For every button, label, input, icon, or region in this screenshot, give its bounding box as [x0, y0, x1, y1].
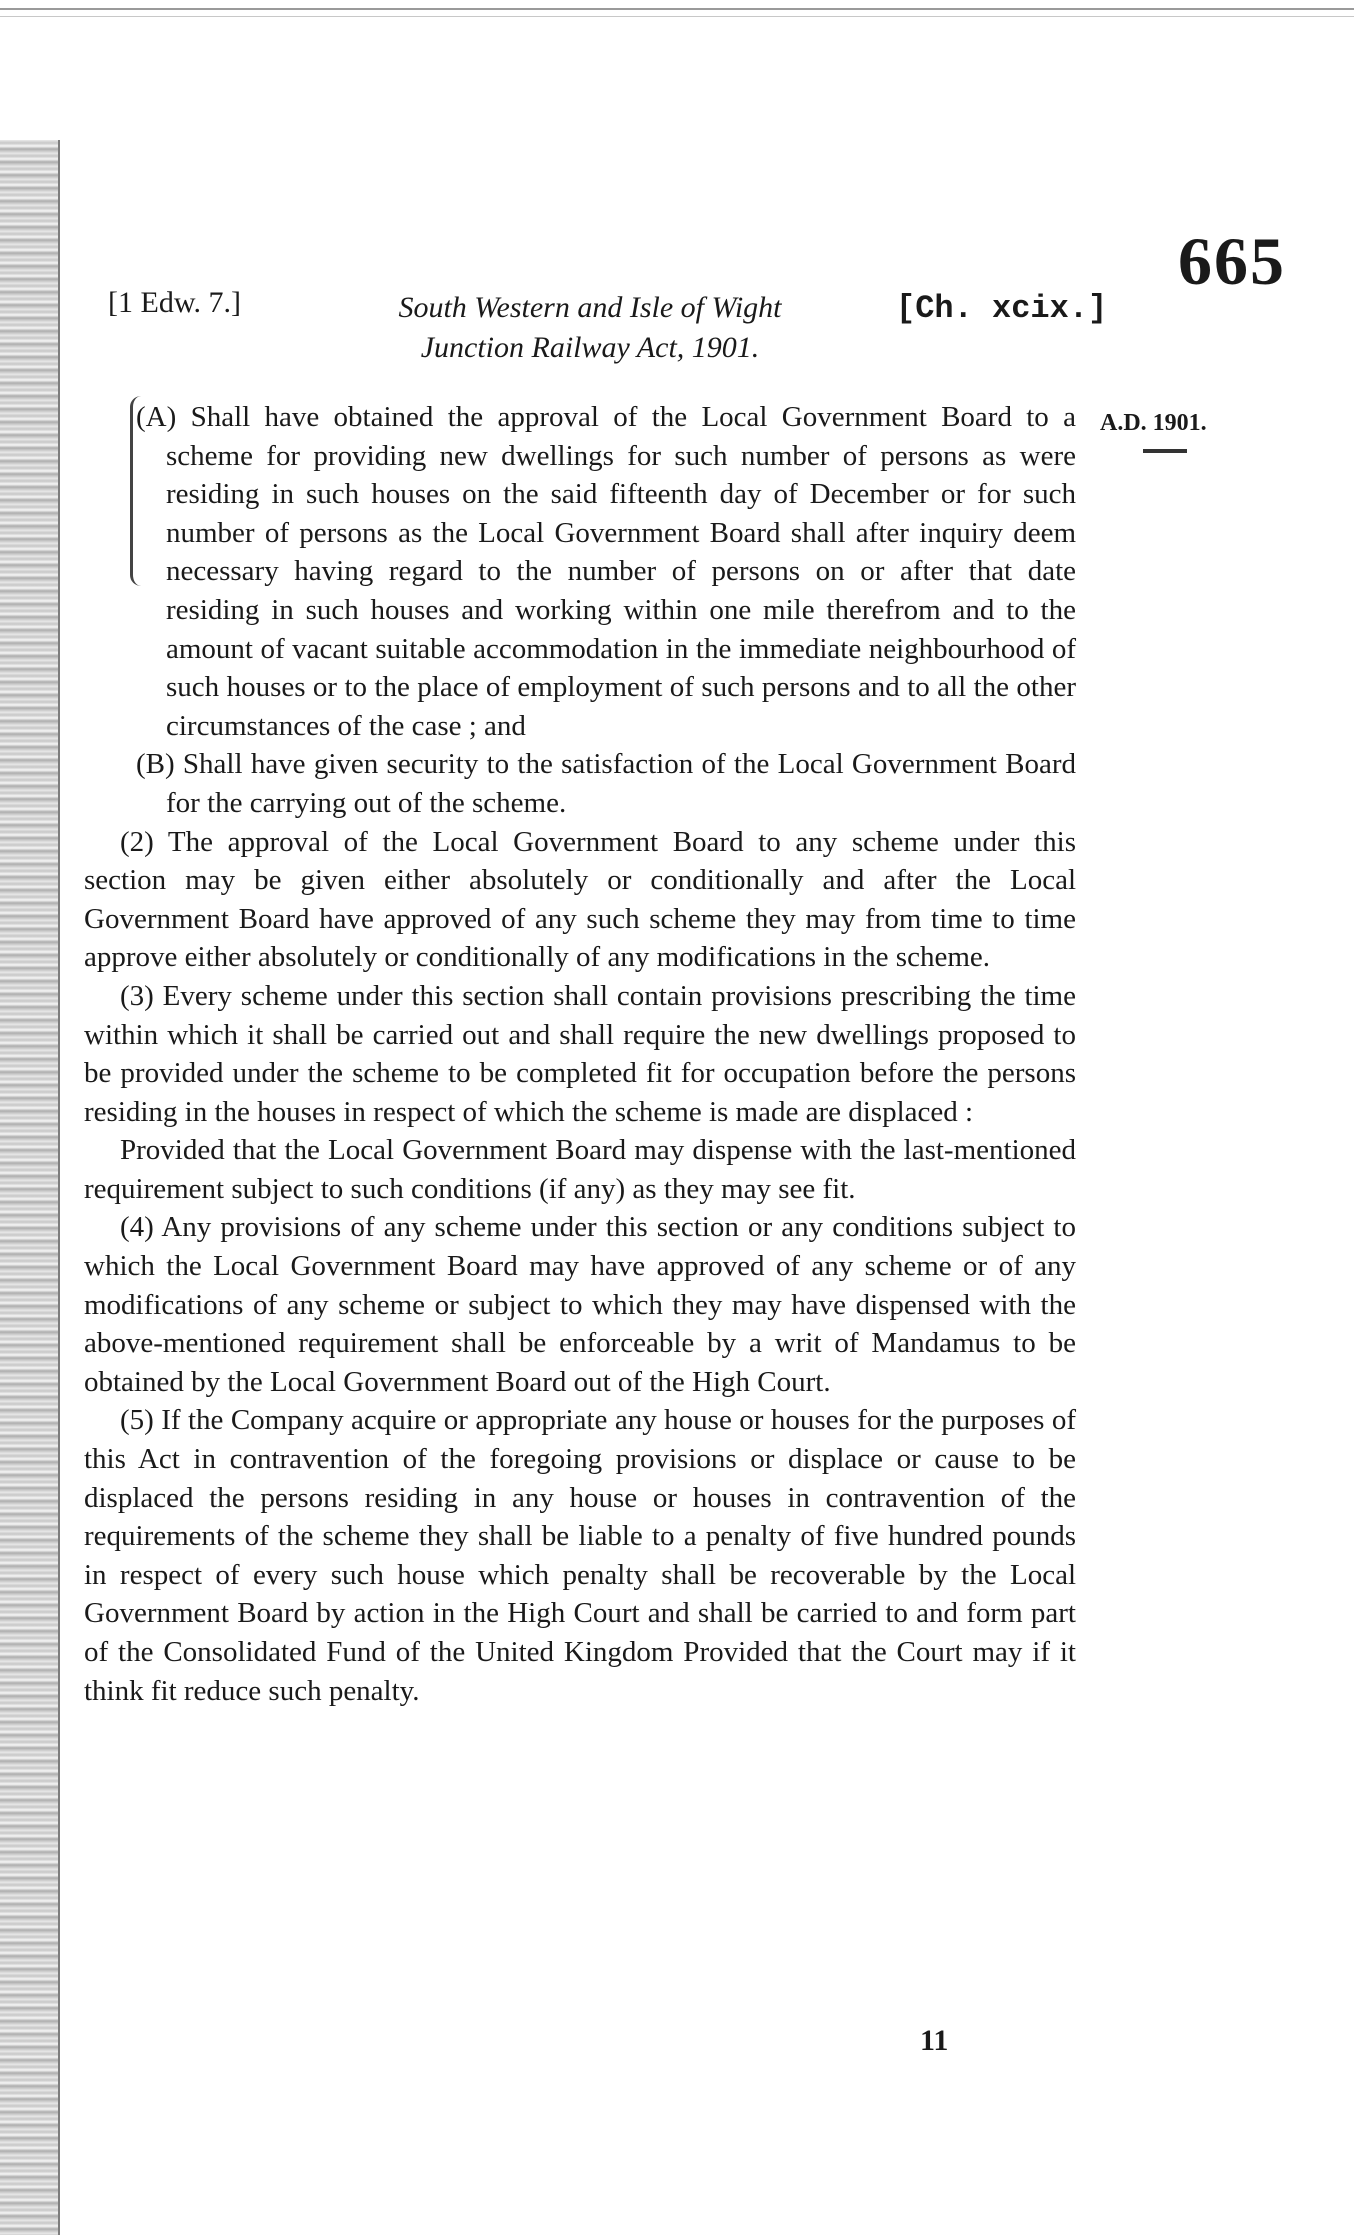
signature-mark: 11 — [920, 2024, 949, 2057]
binding-edge-line — [58, 140, 60, 2235]
subsection-5: (5) If the Company acquire or appropriate any house or houses for the purposes of this Act in contravention of the foregoing provisions or displace or cause to be displaced the persons residing in any house or houses in contravention of the requirements of the scheme they shall be liable to a penalty of five hundred pounds in respect of every such house which penalty shall be recoverable by the Local Government Board by action in the High Court and shall be carried to and form part of the Consolidated Fund of the United Kingdom Provided that the Court may if it think fit reduce such penalty. — [84, 1404, 1076, 1707]
proviso-paragraph: Provided that the Local Government Board may dispense with the last-mentioned requirement subject to such conditions (if any) as they may see fit. — [84, 1134, 1076, 1205]
chapter-header: [Ch. xcix.] — [896, 290, 1108, 327]
page-number: 665 — [1178, 223, 1286, 299]
regnal-year-header: [1 Edw. 7.] — [108, 286, 242, 319]
section-body — [84, 398, 1076, 1710]
margin-note-rule — [1143, 449, 1187, 453]
subsection-2: (2) The approval of the Local Government Board to any scheme under this section may be given either absolutely or conditionally and after the Local Government Board have approved of any such scheme they may from time to time approve either absolutely or conditionally of any modifications in the scheme. — [84, 825, 1076, 974]
binding-edge-shadow — [0, 140, 58, 2235]
act-title-line-2: Junction Railway Act, 1901. — [420, 331, 760, 364]
act-title-header — [330, 288, 850, 368]
subparagraph-a: (A) Shall have obtained the approval of the Local Government Board to a scheme for providing new dwellings for such number of persons as were residing in such houses on the said fifteenth day of December or for such number of persons as the Local Government Board shall after inquiry deem necessary having regard to the number of persons on or after that date residing in such houses and working within one mile therefrom and to the amount of vacant suitable accommodation in the immediate neighbourhood of such houses or to the place of employment of such persons and to all the other circumstances of the case ; and — [136, 401, 1076, 742]
subsection-4: (4) Any provisions of any scheme under this section or any conditions subject to which the Local Government Board may have approved of any scheme or of any modifications of any scheme or subject to which they may have dispensed with the above-mentioned requirement shall be enforceable by a writ of Mandamus to be obtained by the Local Government Board out of the High Court. — [84, 1211, 1076, 1398]
subsection-3: (3) Every scheme under this section shall contain provisions prescribing the time within which it shall be carried out and shall require the new dwellings proposed to be provided under the scheme to be completed fit for occupation before the persons residing in the houses in respect of which the scheme is made are displaced : — [84, 979, 1076, 1128]
act-title-line-1: South Western and Isle of Wight — [398, 291, 782, 324]
top-edge-line-secondary — [0, 16, 1354, 17]
subparagraph-b: (B) Shall have given security to the satisfaction of the Local Government Board for the carrying out of the scheme. — [136, 748, 1076, 819]
top-edge-line — [0, 8, 1354, 10]
margin-note-year: A.D. 1901. — [1100, 410, 1207, 436]
